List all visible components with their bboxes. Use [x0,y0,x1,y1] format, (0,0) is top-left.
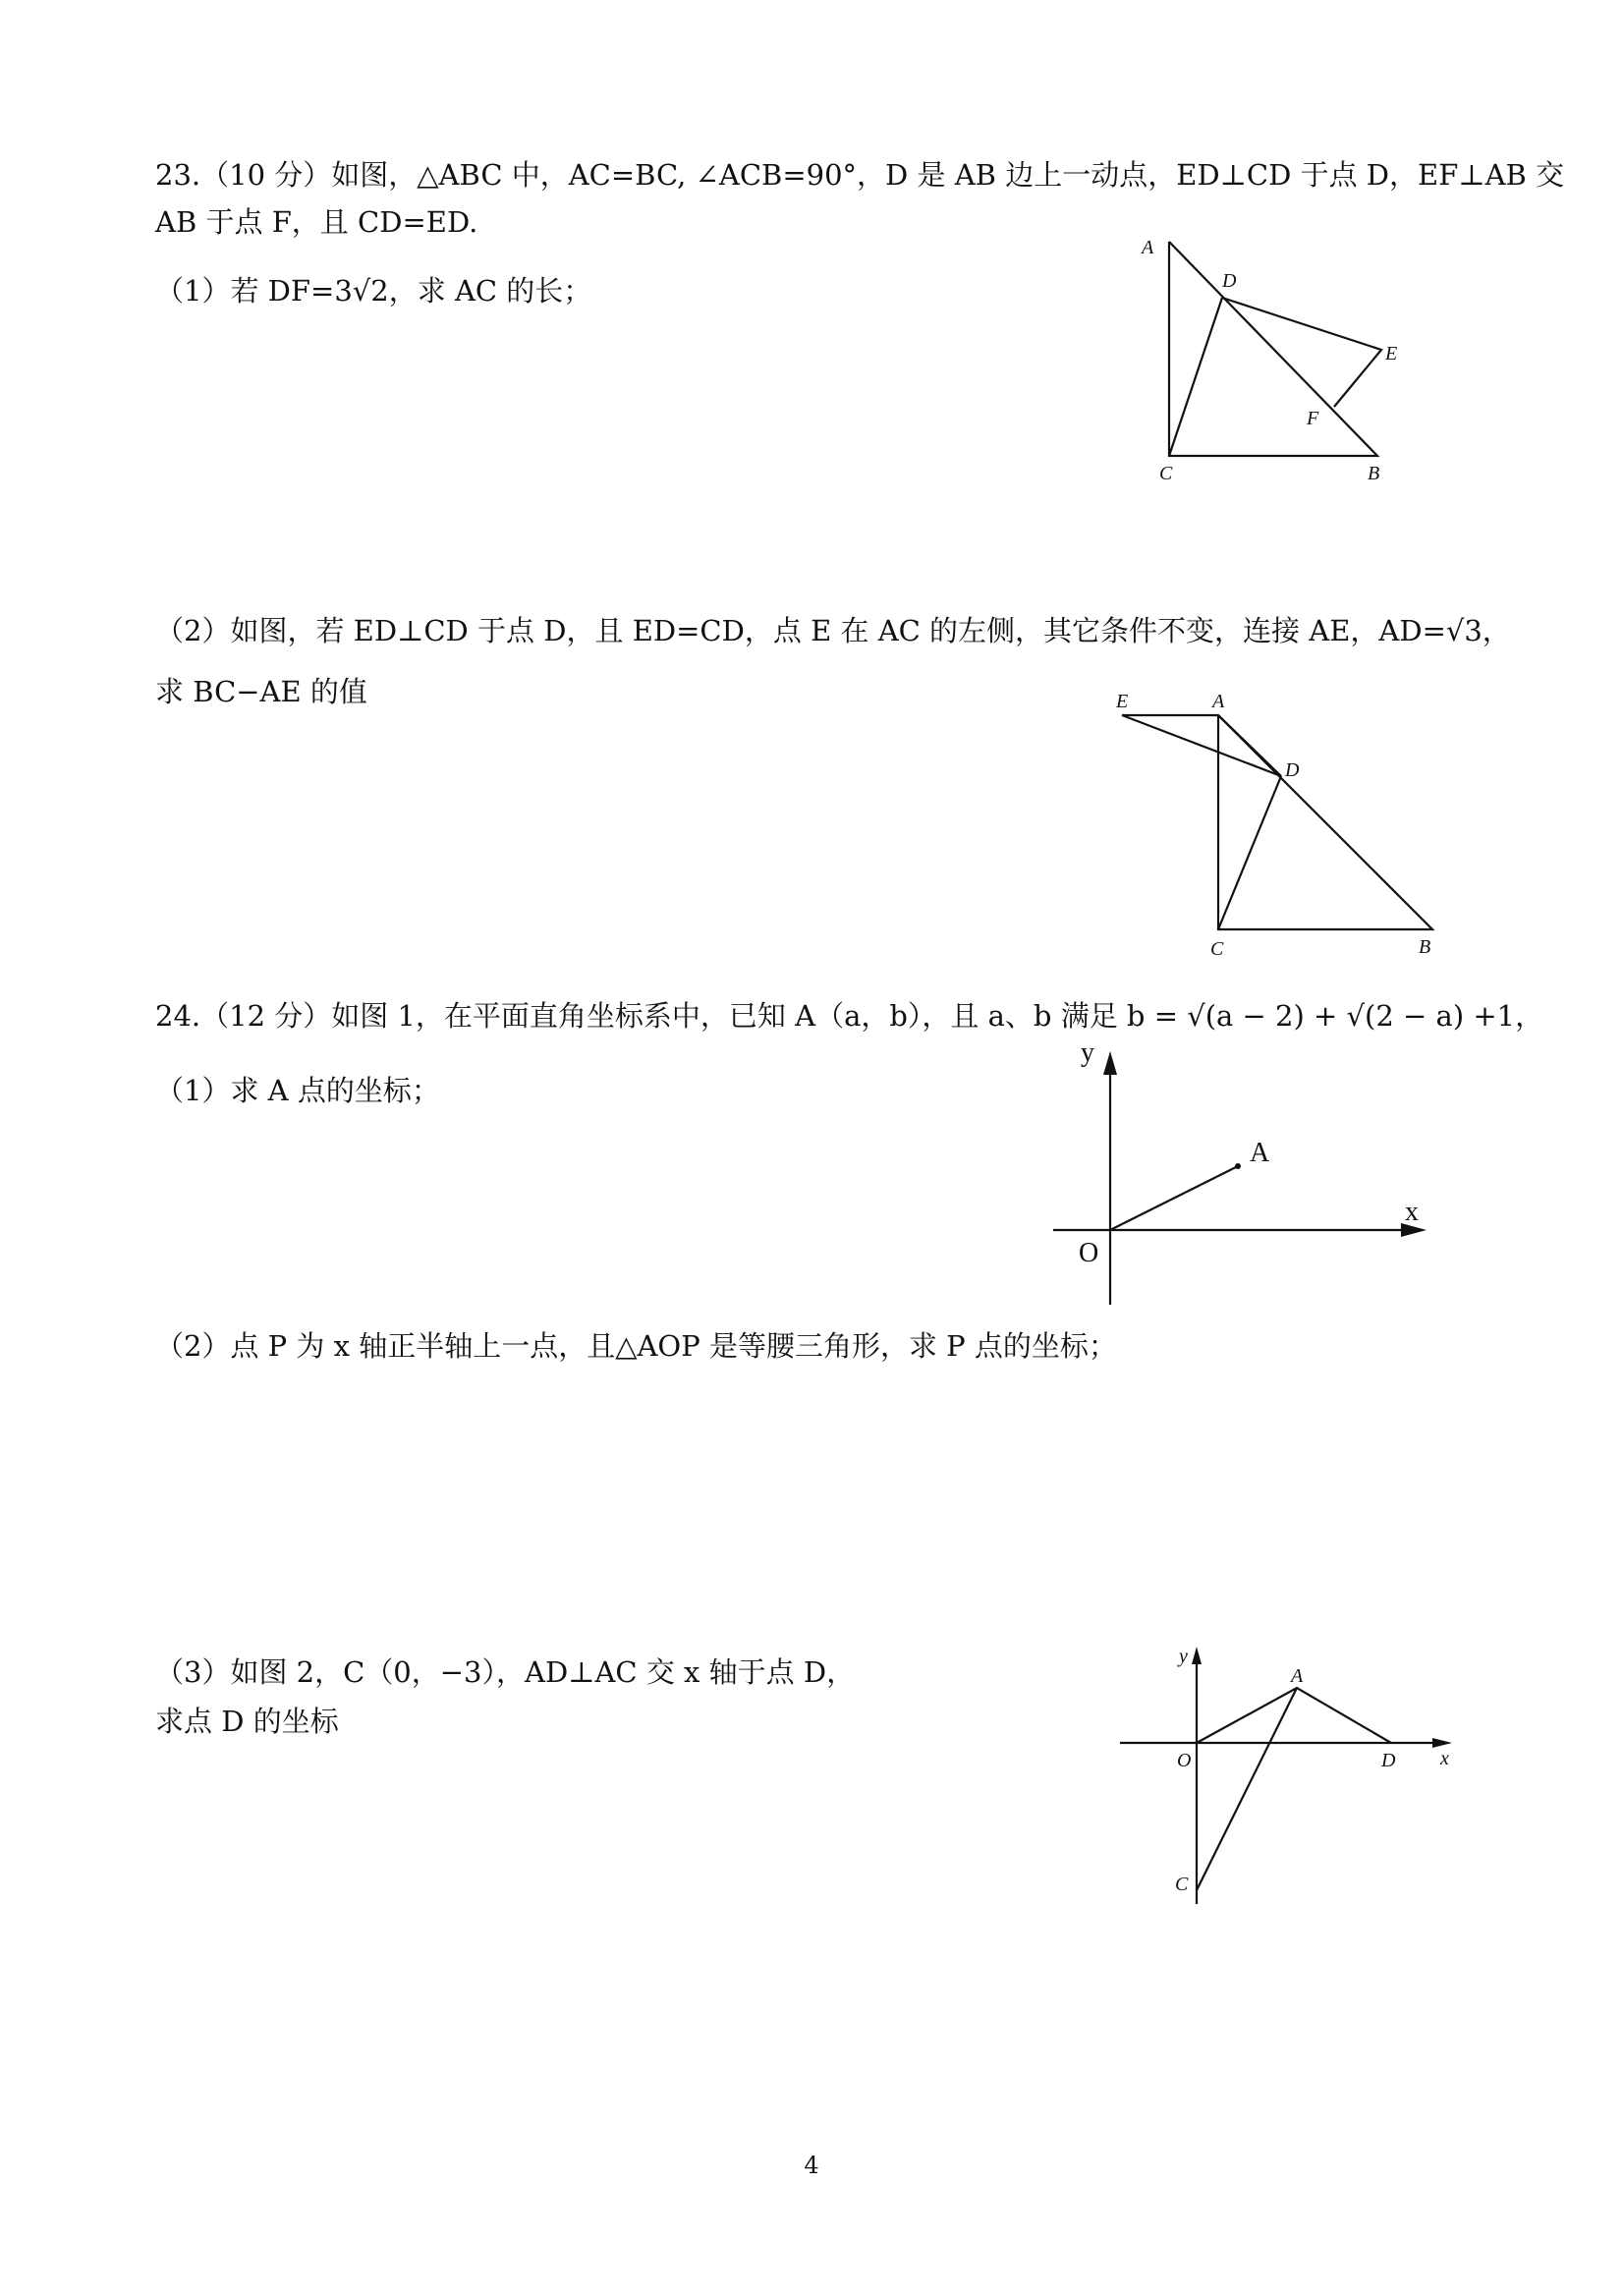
q23-part1: （1）若 DF=3√2，求 AC 的长； [155,274,592,308]
q23-stem-line2: AB 于点 F，且 CD=ED. [155,205,478,239]
fig1-label-E: E [1385,343,1398,364]
fig1-label-F: F [1307,408,1319,429]
q23-figure-2 [1100,688,1454,963]
fig2-label-E: E [1116,691,1129,712]
q24-stem: 24.（12 分）如图 1，在平面直角坐标系中，已知 A（a，b），且 a、b 满足 b = √(a − 2) + √(2 − a) +1， [155,999,1544,1033]
fig2-label-C: C [1210,938,1224,960]
fig3-label-A: A [1250,1138,1270,1168]
fig4-label-x: x [1440,1748,1449,1769]
page-number: 4 [804,2152,819,2179]
fig4-label-D: D [1381,1750,1396,1771]
q23-part2-line1: （2）如图，若 ED⊥CD 于点 D，且 ED=CD，点 E 在 AC 的左侧，其它条件不变，连接 AE，AD=√3， [155,614,1511,647]
fig4-label-C: C [1175,1874,1189,1895]
fig2-label-B: B [1419,936,1431,958]
fig1-label-D: D [1222,270,1237,292]
q24-part3-line1: （3）如图 2，C（0，−3），AD⊥AC 交 x 轴于点 D， [155,1655,856,1689]
fig2-label-A: A [1212,691,1225,712]
q24-part2: （2）点 P 为 x 轴正半轴上一点，且△AOP 是等腰三角形，求 P 点的坐标； [155,1329,1117,1363]
q24-figure-1 [1041,1032,1434,1316]
fig4-label-O: O [1177,1750,1192,1771]
fig1-label-A: A [1142,237,1154,258]
fig2-label-D: D [1285,759,1300,781]
q23-part2-line2: 求 BC−AE 的值 [155,675,367,708]
fig1-label-B: B [1368,463,1380,484]
fig1-label-C: C [1159,463,1173,484]
fig3-label-x: x [1405,1197,1419,1227]
q24-part1: （1）求 A 点的坐标； [155,1074,440,1107]
q23-stem-line1: 23.（10 分）如图，△ABC 中，AC=BC, ∠ACB=90°，D 是 AB 边上一动点，ED⊥CD 于点 D，EF⊥AB 交 [155,158,1565,192]
q24-figure-2 [1110,1641,1464,1916]
q24-part3-line2: 求点 D 的坐标 [155,1705,339,1738]
fig4-label-y: y [1179,1646,1188,1667]
fig3-label-O: O [1079,1238,1099,1268]
q23-figure-1 [1120,226,1415,501]
fig4-label-A: A [1291,1665,1304,1687]
fig3-label-y: y [1081,1037,1094,1068]
